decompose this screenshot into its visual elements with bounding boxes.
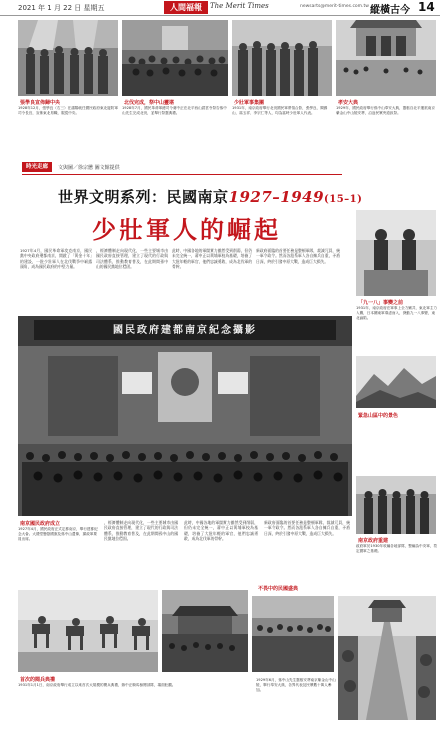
- section-name: 縱橫古今: [370, 5, 410, 16]
- banner-text: 國民政府建都南京紀念攝影: [113, 325, 257, 336]
- caption-text: 1929年，國民政府舉行孫中山奉安大典，靈柩自北平運抵南京紫金山中山陵安葬，沿途民眾夾道致祭。: [336, 106, 435, 116]
- title-part: (15–1): [324, 194, 363, 205]
- caption-title: 不畏中的民國盛典: [258, 586, 299, 592]
- photo-military-group: [232, 20, 332, 96]
- caption-text: 1931年1月1日，南京政府舉行成立以來首次大規模的閱兵典禮，蔣中正騎馬檢閱部隊，場面壯觀。: [18, 683, 176, 687]
- article-column: ，經濟體制走向現代化，一些主要城市由國民政府直接管理，建立了現代的行政與司法體系，推動教育普及，在此期間孫中山的國民黨地位穩固。: [96, 248, 168, 270]
- photo-parade-review: [18, 590, 158, 672]
- title-years: 1927–1949: [228, 188, 325, 206]
- contact-email: newsarts@merit-times.com.tw: [300, 4, 369, 9]
- article-column: 此時，中國各地的軍閥實力雖然受到削弱，但仍未完全統一，蔣中正以黃埔軍校為基礎，培養了大批年輕的軍官，他們忠誠勇敢，成為北伐軍的骨幹。: [172, 248, 252, 270]
- photo-mausoleum-aerial: [338, 596, 436, 720]
- article-column: 此時，中國各地的軍閥實力雖然受到削弱，但仍未完全統一，蔣中正以黃埔軍校為基礎，培養了大批年輕的軍官，他們忠誠勇敢，成為北伐軍的骨幹。: [184, 520, 258, 542]
- author-credit: 文與圖／徐宗懋 圖文館提供: [58, 164, 120, 171]
- photo-mountain-landscape: [356, 356, 436, 408]
- caption-title: 北伐完成，祭中山靈堪: [124, 100, 175, 106]
- caption-text: 1931年，南京政府在軍事上全力剿共，東北軍主力入關，日本關東軍乘虛而入，發動九一八事變，東北淪陷。: [356, 306, 438, 321]
- caption-title: 南京政府重建: [358, 538, 389, 544]
- caption-title: 首次的閱兵典禮: [20, 677, 56, 683]
- issue-date: 2021 年 1 月 22 日 星期五: [18, 4, 105, 12]
- divider: [22, 174, 342, 175]
- caption-text: 1929年6月，孫中山先生靈柩安葬南京紫金山中山陵，舉行奉安大典，各界代表及民眾數十萬人參加。: [256, 678, 336, 693]
- article-column: 新政府面臨的首要任務是整頓軍隊，裁減冗員，統一軍令政令。然而各派系軍人各自擁兵自重，矛盾日深，終於引發中原大戰，造成巨大損失。: [264, 520, 350, 536]
- newspaper-logo: 人間福報: [164, 1, 208, 14]
- masthead: [0, 0, 440, 16]
- column-tag: [22, 162, 120, 172]
- article-column: ，經濟體制走向現代化，一些主要城市由國民政府直接管理，建立了現代的行政與司法體系，推動教育普及，在此期間孫中山的國民黨地位穩固。: [104, 520, 178, 542]
- article-column: 新政府面臨的首要任務是整頓軍隊，裁減冗員，統一軍令政令。然而各派系軍人各自擁兵自重，矛盾日深，終於引發中原大戰，造成巨大損失。: [256, 248, 340, 264]
- caption-text: 1927年4月，國民政府正式定都南京，舉行建都紀念大會。大禮堂懸掛國旗及孫中山遺像，黨政軍要員出席。: [18, 527, 98, 542]
- caption-text: [356, 419, 438, 441]
- page-subtitle: 少壯軍人的崛起: [92, 215, 281, 244]
- caption-text: 1928年7月，國民革命軍總司令蔣中正在北平西山碧雲寺祭告孫中山先生完成北伐，並舉行祭靈典禮。: [122, 106, 227, 116]
- photo-officers-portrait: [356, 210, 436, 296]
- photo-ceremony-crowd: [252, 596, 334, 672]
- caption-title: 南京國民政府成立: [20, 521, 61, 527]
- caption-title: 「九一八」事變之前: [358, 300, 404, 306]
- title-prefix: 世界文明系列：民國南京: [58, 188, 229, 206]
- caption-title: 孝安大典: [338, 100, 359, 106]
- photo-soldiers: [356, 476, 436, 534]
- column-label: 時光走廊: [22, 162, 52, 172]
- caption-title: 張學良宣佈歸中央: [20, 100, 61, 106]
- photo-zhang-xueliang: [18, 20, 118, 96]
- caption-title: 少壯軍事集團: [234, 100, 265, 106]
- photo-mausoleum-procession: [336, 20, 436, 96]
- photo-capital-ceremony: [18, 316, 352, 516]
- caption-text: 1928年12月，張學良（右三）在瀋陽就任國民政府東北邊防軍司令長官，宣佈東北易幟，服從中央。: [18, 106, 118, 116]
- photo-beifa-ceremony: [122, 20, 228, 96]
- photo-tiananmen-gate: [162, 590, 248, 672]
- article-column: 1927年4月，國民革命軍攻克南京，國民黨中央政府遷都南京，開啟了「黃金十年」的建設，一批少壯軍人在北伐戰爭中嶄露頭角，成為國民政府的中堅力量。: [20, 248, 92, 270]
- page-number: 14: [418, 0, 435, 14]
- caption-text: 政府軍於1930年收編各地部隊，整編為中央軍，奠定國軍之基礎。: [356, 544, 438, 554]
- page-title: [58, 186, 362, 207]
- caption-title: 緊急山區中的景色: [358, 413, 399, 419]
- caption-text: 1931年，南京政府舉行北伐國民軍將領合影，張學良、閻錫山、馮玉祥、李宗仁等人，均為當時少壯軍人代表。: [232, 106, 328, 116]
- newspaper-logo-en: The Merit Times: [210, 2, 269, 10]
